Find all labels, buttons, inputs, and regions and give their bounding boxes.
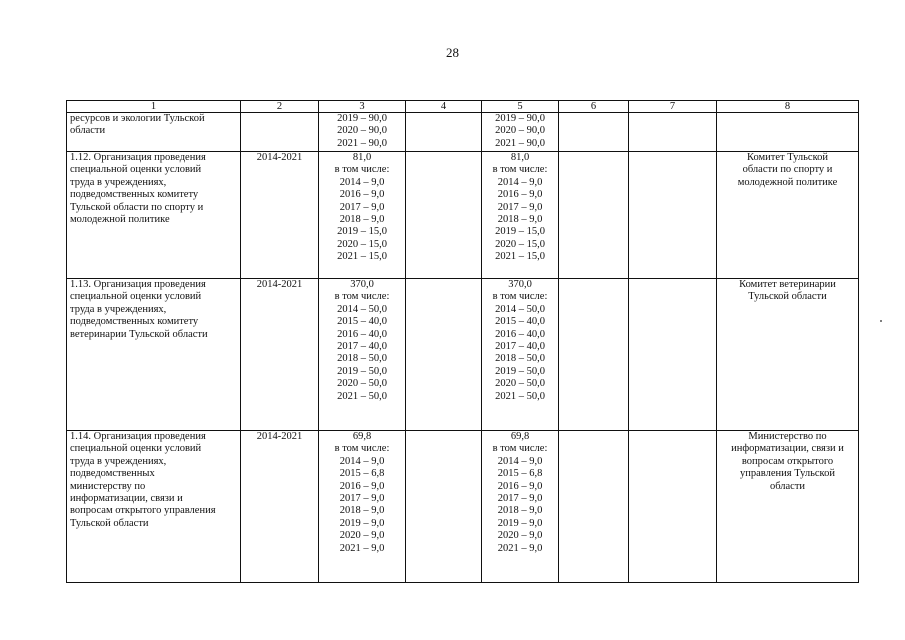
col5-line: 2017 – 40,0 (495, 341, 545, 353)
regional-funding-cell (482, 431, 559, 583)
col5-line: 2016 – 9,0 (497, 480, 543, 492)
col5-line: 2019 – 50,0 (495, 365, 545, 377)
description-line: области (70, 125, 106, 137)
description-line: специальной оценки условий (70, 164, 202, 176)
responsible-executor-cell (717, 279, 859, 431)
col5-line: 2020 – 90,0 (495, 125, 545, 137)
column-7-cell (629, 279, 717, 431)
col3-line: 2021 – 9,0 (339, 542, 385, 554)
col5-line: в том числе: (492, 291, 548, 303)
col5-line: 81,0 (510, 152, 530, 163)
col5-line: 2021 – 90,0 (495, 137, 545, 149)
description-line: труда в учреждениях, (70, 176, 167, 188)
description-line: подведомственных (70, 468, 155, 480)
measure-description-cell (67, 113, 241, 152)
col5-line: 69,8 (510, 431, 530, 442)
col5-line: 2017 – 9,0 (497, 493, 543, 505)
total-funding-cell (319, 152, 406, 279)
col5-line: 2015 – 40,0 (495, 316, 545, 328)
col5-line: 2019 – 90,0 (495, 113, 545, 124)
col3-line: 2017 – 9,0 (339, 493, 385, 505)
description-line: Тульской области (70, 517, 149, 529)
col5-line: 2017 – 9,0 (497, 201, 543, 213)
column-4-cell (406, 279, 482, 431)
responsible-line: управления Тульской (740, 468, 835, 480)
col3-line: 2019 – 50,0 (337, 365, 387, 377)
period-cell (241, 431, 319, 583)
header-cell-1: 1 (67, 101, 241, 113)
col5-line: 2016 – 9,0 (497, 189, 543, 201)
description-line: 1.14. Организация проведения (70, 431, 206, 442)
col3-line: 2018 – 50,0 (337, 353, 387, 365)
col5-line: 2014 – 9,0 (497, 455, 543, 467)
responsible-line: области (769, 480, 806, 492)
responsible-line: вопросам открытого (741, 455, 834, 467)
col5-line: 2020 – 9,0 (497, 530, 543, 542)
header-cell-5: 5 (482, 101, 559, 113)
period-cell (241, 152, 319, 279)
col3-line: 2016 – 9,0 (339, 480, 385, 492)
period-cell (241, 113, 319, 152)
col3-line: 2015 – 6,8 (339, 468, 385, 480)
measure-description-cell (67, 152, 241, 279)
col3-line: 2015 – 40,0 (337, 316, 387, 328)
column-6-cell (559, 152, 629, 279)
header-cell-7: 7 (629, 101, 717, 113)
header-cell-3: 3 (319, 101, 406, 113)
col3-line: 2018 – 9,0 (339, 214, 385, 226)
col5-line: 2016 – 40,0 (495, 328, 545, 340)
col5-line: 2018 – 50,0 (495, 353, 545, 365)
description-line: специальной оценки условий (70, 291, 202, 303)
period-text: 2014-2021 (256, 279, 303, 290)
description-line: молодежной политике (70, 214, 170, 226)
col3-line: 2017 – 40,0 (337, 341, 387, 353)
header-cell-2: 2 (241, 101, 319, 113)
col3-line: 2017 – 9,0 (339, 201, 385, 213)
col3-line: 2020 – 50,0 (337, 378, 387, 390)
description-line: ветеринарии Тульской области (70, 328, 208, 340)
col3-line: 2021 – 90,0 (337, 137, 387, 149)
column-4-cell (406, 152, 482, 279)
program-table (66, 100, 859, 583)
description-line: 1.12. Организация проведения (70, 152, 206, 163)
col5-line: 2021 – 50,0 (495, 390, 545, 402)
responsible-executor-cell (717, 431, 859, 583)
total-funding-cell (319, 113, 406, 152)
description-line: труда в учреждениях, (70, 455, 167, 467)
description-line: ресурсов и экологии Тульской (70, 113, 205, 124)
responsible-line: молодежной политике (737, 176, 838, 188)
col5-line: 2020 – 50,0 (495, 378, 545, 390)
description-line: подведомственных комитету (70, 189, 199, 201)
column-6-cell (559, 431, 629, 583)
header-row (67, 101, 859, 113)
col5-line: 370,0 (508, 279, 532, 290)
description-line: 1.13. Организация проведения (70, 279, 206, 290)
col5-line: в том числе: (492, 164, 548, 176)
col5-line: 2019 – 9,0 (497, 517, 543, 529)
col3-line: в том числе: (334, 443, 390, 455)
col5-line: 2018 – 9,0 (497, 505, 543, 517)
description-line: труда в учреждениях, (70, 303, 167, 315)
responsible-executor-cell (717, 113, 859, 152)
col3-line: 2018 – 9,0 (339, 505, 385, 517)
description-line: подведомственных комитету (70, 316, 199, 328)
description-line: министерству по (70, 480, 146, 492)
responsible-line: Министерство по (748, 431, 827, 442)
page-number: 28 (446, 45, 459, 60)
col3-line: 2014 – 9,0 (339, 455, 385, 467)
col3-line: 69,8 (352, 431, 372, 442)
responsible-line: Комитет Тульской (746, 152, 829, 163)
col3-line: 81,0 (352, 152, 372, 163)
period-text: 2014-2021 (256, 152, 303, 163)
col5-line: 2014 – 9,0 (497, 176, 543, 188)
column-7-cell (629, 152, 717, 279)
header-cell-8: 8 (717, 101, 859, 113)
regional-funding-cell (482, 279, 559, 431)
col3-line: 2019 – 15,0 (337, 226, 387, 238)
responsible-line: области по спорту и (742, 164, 833, 176)
col3-line: 2016 – 40,0 (337, 328, 387, 340)
col5-line: 2019 – 15,0 (495, 226, 545, 238)
responsible-executor-cell (717, 152, 859, 279)
measure-description-cell (67, 431, 241, 583)
table-row (67, 431, 859, 583)
col5-line: 2018 – 9,0 (497, 214, 543, 226)
col5-line: 2021 – 9,0 (497, 542, 543, 554)
table-row (67, 279, 859, 431)
col5-line: 2015 – 6,8 (497, 468, 543, 480)
column-6-cell (559, 113, 629, 152)
period-cell (241, 279, 319, 431)
total-funding-cell (319, 279, 406, 431)
col5-line: в том числе: (492, 443, 548, 455)
column-6-cell (559, 279, 629, 431)
col3-line: 2020 – 9,0 (339, 530, 385, 542)
responsible-line: Тульской области (748, 291, 827, 303)
col3-line: 2020 – 90,0 (337, 125, 387, 137)
header-cell-6: 6 (559, 101, 629, 113)
scan-speck (880, 320, 882, 322)
col3-line: 2020 – 15,0 (337, 238, 387, 250)
description-line: вопросам открытого управления (70, 505, 216, 517)
header-cell-4: 4 (406, 101, 482, 113)
table-row (67, 152, 859, 279)
responsible-line: Комитет ветеринарии (739, 279, 836, 290)
regional-funding-cell (482, 113, 559, 152)
table-row (67, 113, 859, 152)
col3-line: 2021 – 15,0 (337, 251, 387, 263)
col3-line: в том числе: (334, 164, 390, 176)
column-4-cell (406, 113, 482, 152)
description-line: информатизации, связи и (70, 493, 183, 505)
column-7-cell (629, 113, 717, 152)
col3-line: 2014 – 9,0 (339, 176, 385, 188)
column-7-cell (629, 431, 717, 583)
column-4-cell (406, 431, 482, 583)
measure-description-cell (67, 279, 241, 431)
col5-line: 2020 – 15,0 (495, 238, 545, 250)
col3-line: 2019 – 90,0 (337, 113, 387, 124)
col5-line: 2014 – 50,0 (495, 303, 545, 315)
col3-line: в том числе: (334, 291, 390, 303)
description-line: специальной оценки условий (70, 443, 202, 455)
responsible-line: информатизации, связи и (731, 443, 844, 455)
period-text: 2014-2021 (256, 431, 303, 442)
col3-line: 2014 – 50,0 (337, 303, 387, 315)
col3-line: 2021 – 50,0 (337, 390, 387, 402)
col3-line: 370,0 (350, 279, 374, 290)
col3-line: 2019 – 9,0 (339, 517, 385, 529)
col5-line: 2021 – 15,0 (495, 251, 545, 263)
col3-line: 2016 – 9,0 (339, 189, 385, 201)
regional-funding-cell (482, 152, 559, 279)
total-funding-cell (319, 431, 406, 583)
description-line: Тульской области по спорту и (70, 201, 204, 213)
